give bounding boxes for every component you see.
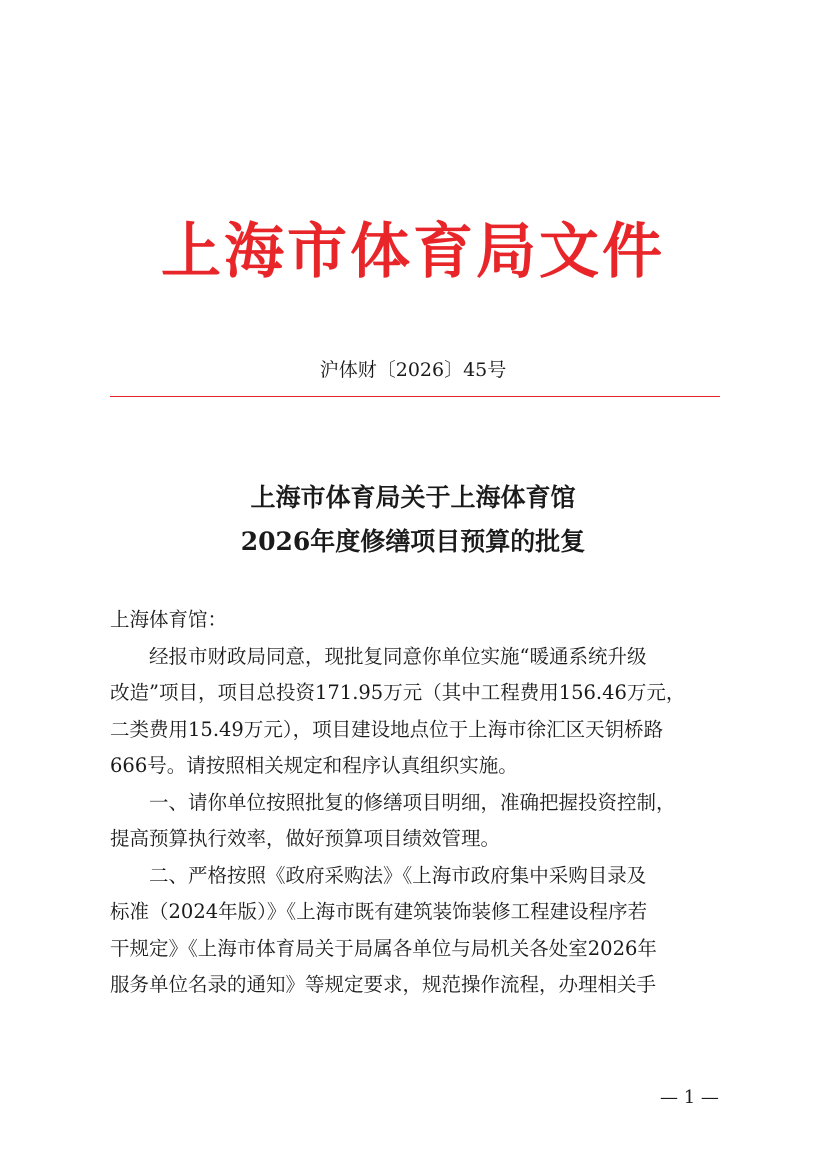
document-body [110, 602, 722, 1004]
body-line: 标准（2024年版）》《上海市既有建筑装饰装修工程建设程序若 [110, 900, 648, 923]
body-line: 666号。请按照相关规定和程序认真组织实施。 [110, 754, 518, 777]
body-line: 提高预算执行效率，做好预算项目绩效管理。 [110, 827, 501, 850]
salutation: 上海体育馆： [110, 608, 228, 631]
title-line-2: 2026年度修缮项目预算的批复 [240, 527, 586, 556]
page-number: — 1 — [660, 1087, 719, 1108]
title-line-1: 上海市体育局关于上海体育馆 [250, 483, 576, 512]
document-number: 沪体财〔2026〕45号 [319, 359, 507, 381]
body-line: 服务单位名录的通知》等规定要求，规范操作流程，办理相关手 [110, 973, 657, 996]
document-title [0, 476, 826, 564]
body-line: 一、请你单位按照批复的修缮项目明细，准确把握投资控制， [110, 790, 676, 814]
document-masthead: 上海市体育局文件 [161, 217, 665, 287]
body-line: 干规定》《上海市体育局关于局属各单位与局机关各处室2026年 [110, 936, 657, 960]
red-divider-line [110, 396, 720, 397]
body-line: 改造”项目，项目总投资171.95万元（其中工程费用156.46万元， [110, 681, 686, 704]
body-line: 二类费用15.49万元），项目建设地点位于上海市徐汇区天钥桥路 [110, 717, 664, 741]
body-line: 二、严格按照《政府采购法》《上海市政府集中采购目录及 [110, 863, 647, 887]
body-line: 经报市财政局同意，现批复同意你单位实施“暖通系统升级 [110, 644, 647, 668]
